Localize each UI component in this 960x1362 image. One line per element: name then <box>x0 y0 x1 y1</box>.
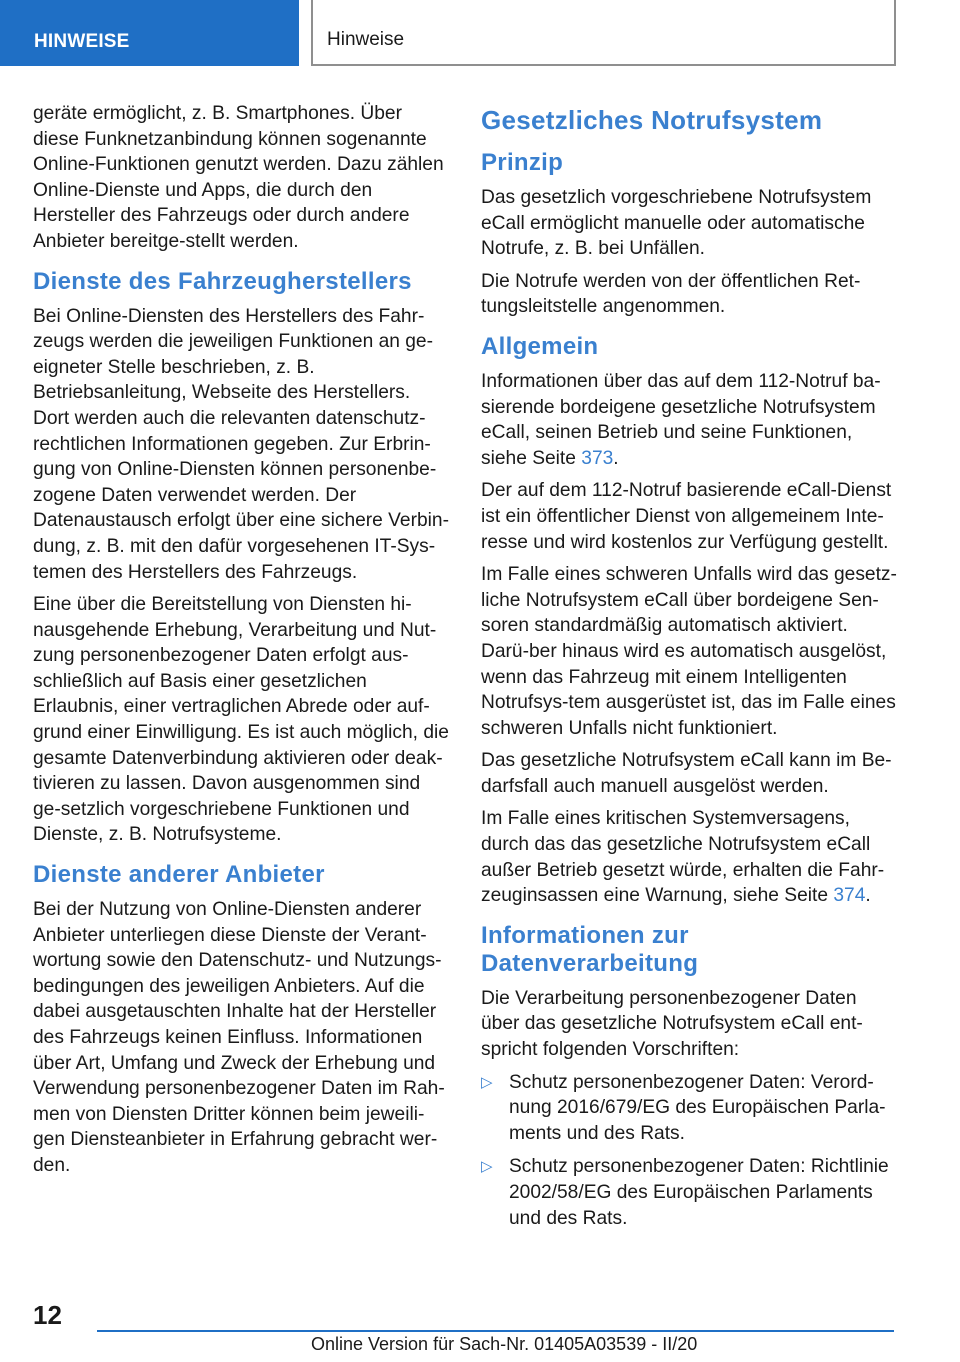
paragraph: Das gesetzlich vorgeschriebene Notrufsystem eCall ermöglicht manuelle oder automatische Notrufe, z. B. bei Unfällen. <box>481 187 872 260</box>
paragraph: Eine über die Bereitstellung von Diensten hi-nausgehende Erhebung, Verarbeitung und Nut-zung personenbezogener Daten erfolgt aus-schließlich auf Basis einer gesetzlichen Erlaubnis, einer vertraglichen Abrede oder auf-grund einer Einwilligung. Es ist auch möglich, die gesamte Datenverbindung aktivieren oder deak-tivieren zu lassen. Davon ausgenommen sind ge-setzlich vorgeschriebene Funktionen und Dienste, z. B. Notrufsysteme. <box>33 594 449 846</box>
triangle-bullet-icon: ▷ <box>481 1073 493 1091</box>
heading-line: Informationen zur <box>481 921 689 949</box>
heading-principle: Prinzip <box>481 149 564 176</box>
heading-data-processing <box>481 922 897 978</box>
paragraph-text: Informationen über das auf dem 112-Notruf ba-sierende bordeigene gesetzliche Notrufsystem eCall, seinen Betrieb und seine Funktionen, siehe Seite <box>481 370 881 469</box>
footer-version-text: Online Version für Sach-Nr. 01405A03539 - II/20 <box>311 1334 698 1354</box>
right-column <box>481 101 897 1239</box>
left-column <box>33 101 449 1186</box>
paragraph: Im Falle eines schweren Unfalls wird das gesetz-liche Notrufsystem eCall über bordeigene Sen-soren standardmäßig automatisch aktiviert. Darü-ber hinaus wird es automatisch ausgelöst, wenn das Fahrzeug mit einem Intelligenten Notrufsys-tem ausgerüstet ist, das im Falle eines schweren Unfalls nicht funktioniert. <box>481 564 897 739</box>
heading-other-providers: Dienste anderer Anbieter <box>33 861 325 889</box>
triangle-bullet-icon: ▷ <box>481 1158 493 1176</box>
heading-emergency-call-system: Gesetzliches Notrufsystem <box>481 105 823 135</box>
paragraph: Bei der Nutzung von Online-Diensten anderer Anbieter unterliegen diese Dienste der Verant-wortung sowie den Datenschutz- und Nutzungs-bedingungen des jeweiligen Anbieters. Auf die dabei ausgetauschten Inhalte hat der Hersteller des Fahrzeugs keinen Einfluss. Informationen über Art, Umfang und Zweck der Erhebung und Verwendung personenbezogener Daten im Rah-men von Diensten Dritter können beim jeweili-gen Diensteanbieter in Erfahrung gebracht wer-den. <box>33 899 445 1176</box>
heading-manufacturer-services: Dienste des Fahrzeugherstellers <box>33 267 412 295</box>
paragraph: Im Falle eines kritischen Systemversagens, durch das das gesetzliche Notrufsystem eCall außer Betrieb gesetzt würde, erhalten die Fahr-zeuginsassen eine Warnung, siehe Seite 374. <box>481 808 885 907</box>
heading-line: Datenverarbeitung <box>481 949 699 977</box>
heading-general: Allgemein <box>481 332 599 360</box>
paragraph: Die Verarbeitung personenbezogener Daten über das gesetzliche Notrufsystem eCall ent-spricht folgenden Vorschriften: <box>481 987 863 1061</box>
list-item <box>481 1154 897 1231</box>
paragraph: Der auf dem 112-Notruf basierende eCall-Dienst ist ein öffentlicher Dienst von allgemeinem Inte-resse und wird kostenlos zur Verfügung gestellt. <box>481 480 892 553</box>
paragraph-text: Im Falle eines kritischen Systemversagens, durch das das gesetzliche Notrufsystem eCall außer Betrieb gesetzt würde, erhalten die Fahr-zeuginsassen eine Warnung, siehe Seite <box>481 808 885 907</box>
page-link-374[interactable]: 374 <box>833 885 866 907</box>
list-item-text: Schutz personenbezogener Daten: Richtlinie 2002/58/EG des Europäischen Parlaments und des Rats. <box>509 1156 889 1229</box>
list-item <box>481 1070 897 1147</box>
section-title: Hinweise <box>311 0 896 66</box>
paragraph: Das gesetzliche Notrufsystem eCall kann im Be-darfsfall auch manuell ausgelöst werden. <box>481 750 892 797</box>
list-item-text: Schutz personenbezogener Daten: Verord-nung 2016/679/EG des Europäischen Parla-ments und des Rats. <box>509 1071 886 1144</box>
regulation-list <box>481 1070 897 1232</box>
chapter-tab[interactable]: HINWEISE <box>0 0 299 66</box>
paragraph: Informationen über das auf dem 112-Notruf ba-sierende bordeigene gesetzliche Notrufsystem eCall, seinen Betrieb und seine Funktionen, siehe Seite 373. <box>481 370 881 469</box>
footer-divider <box>97 1330 894 1332</box>
page-link-373[interactable]: 373 <box>581 447 614 469</box>
paragraph: Bei Online-Diensten des Herstellers des Fahr-zeugs werden die jeweiligen Funktionen an ge-eigneter Stelle beschrieben, z. B. Betriebsanleitung, Webseite des Herstellers. Dort werden auch die relevanten datenschutz-rechtlichen Informationen gegeben. Zur Erbrin-gung von Online-Diensten können personenbe-zogene Daten verwendet werden. Der Datenaustausch erfolgt über eine sichere Verbin-dung, z. B. mit den dafür vorgesehenen IT-Sys-temen des Herstellers des Fahrzeugs. <box>33 305 449 583</box>
paragraph: Die Notrufe werden von der öffentlichen Ret-tungsleitstelle angenommen. <box>481 270 861 318</box>
paragraph: geräte ermöglicht, z. B. Smartphones. Über diese Funknetzanbindung können sogenannte Online-Funktionen genutzt werden. Dazu zählen Online-Dienste und Apps, die durch den Hersteller des Fahrzeugs oder durch andere Anbieter bereitge-stellt werden. <box>33 103 444 252</box>
page-number: 12 <box>33 1300 62 1330</box>
